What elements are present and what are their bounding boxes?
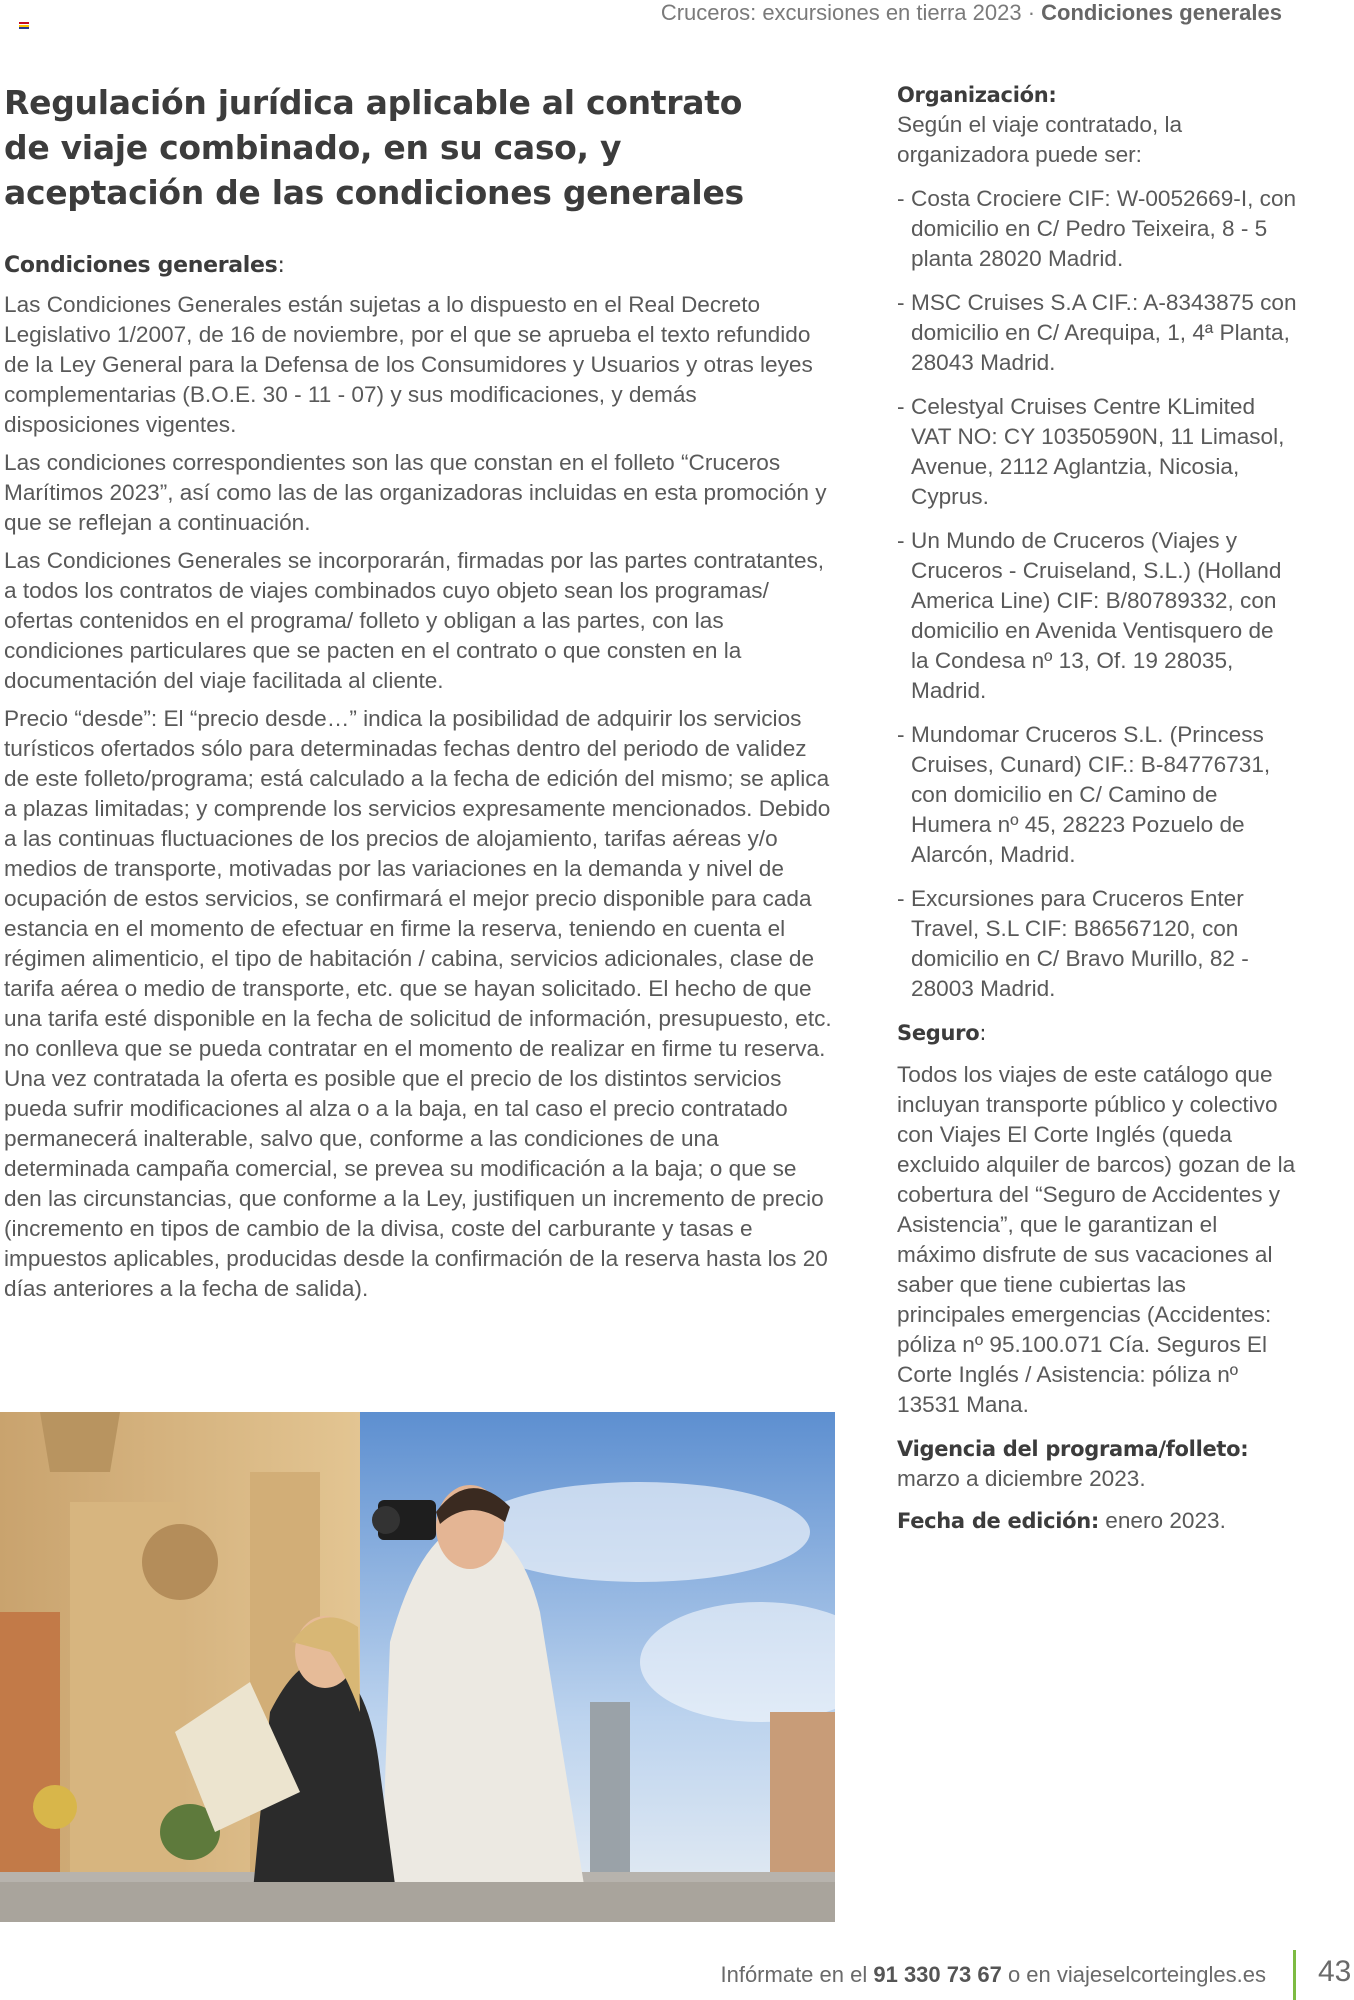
subheading-condiciones: Condiciones generales:: [4, 253, 285, 278]
vigencia-block: [897, 1434, 1297, 1494]
right-column: [897, 80, 1297, 1550]
vigencia-label: Vigencia del programa/folleto:: [897, 1437, 1249, 1461]
footer-contact: [720, 1962, 1266, 1988]
running-header: [661, 0, 1282, 26]
left-column: [4, 80, 834, 1312]
list-item: - Costa Crociere CIF: W-0052669-I, con domicilio en C/ Pedro Teixeira, 8 - 5 planta 28020 Madrid.: [897, 184, 1297, 274]
organizacion-intro: Según el viaje contratado, la organizadora puede ser:: [897, 112, 1183, 167]
footer-divider: [1293, 1950, 1296, 2000]
flag-icon: [19, 22, 29, 29]
list-item: - Un Mundo de Cruceros (Viajes y Cruceros - Cruiseland, S.L.) (Holland America Line) CIF: B/80789332, con domicilio en Avenida Ventisquero de la Condesa nº 13, Of. 19 28035, Madrid.: [897, 526, 1297, 706]
paragraph-4: Precio “desde”: El “precio desde…” indica la posibilidad de adquirir los servicios turísticos ofertados sólo para determinadas fechas dentro del periodo de validez de este folleto/programa; está calculado a la fecha de edición del mismo; se aplica a plazas limitadas; y comprende los servicios expresamente mencionados. Debido a las continuas fluctuaciones de los precios de alojamiento, tarifas aéreas y/o medios de transporte, motivadas por las variaciones en la demanda y nivel de ocupación de estos servicios, se confirmará el mejor precio disponible para cada estancia en el momento de efectuar en firme la reserva, teniendo en cuenta el régimen alimenticio, el tipo de habitación / cabina, servicios adicionales, clase de tarifa aérea o medio de transporte, etc. que se hayan solicitado. El hecho de que una tarifa esté disponible en la fecha de solicitud de información, presupuesto, etc. no conlleva que se pueda contratar en el momento de realizar en firme tu reserva. Una vez contratada la oferta es posible que el precio de los distintos servicios pueda sufrir modificaciones al alza o a la baja, en tal caso el precio contratado permanecerá inalterable, salvo que, conforme a las condiciones de una determinada campaña comercial, se prevea su modificación a la baja; o que se den las circunstancias, que conforme a la Ley, justifiquen un incremento de precio (incremento en tipos de cambio de la divisa, coste del carburante y tasas e impuestos aplicables, producidas desde la confirmación de la reserva hasta los 20 días anteriores a la fecha de salida).: [4, 706, 832, 1301]
subheading-label: Condiciones generales: [4, 253, 278, 278]
list-item: - MSC Cruises S.A CIF.: A-8343875 con domicilio en C/ Arequipa, 1, 4ª Planta, 28043 Madrid.: [897, 288, 1297, 378]
seguro-text: Todos los viajes de este catálogo que incluyan transporte público y colectivo con Viajes El Corte Inglés (queda excluido alquiler de barcos) gozan de la cobertura del “Seguro de Accidentes y Asistencia”, que le garantizan el máximo disfrute de sus vacaciones al saber que tiene cubiertas las principales emergencias (Accidentes: póliza nº 95.100.071 Cía. Seguros El Corte Inglés / Asistencia: póliza nº 13531 Mana.: [897, 1062, 1296, 1417]
organizacion-label: Organización:: [897, 83, 1057, 107]
fecha-label: Fecha de edición:: [897, 1509, 1099, 1533]
paragraph-1: Las Condiciones Generales están sujetas a lo dispuesto en el Real Decreto Legislativo 1/2007, de 16 de noviembre, por el que se aprueba el texto refundido de la Ley General para la Defensa de los Consumidores y Usuarios y otras leyes complementarias (B.O.E. 30 - 11 - 07) y sus modificaciones, y demás disposiciones vigentes.: [4, 292, 813, 437]
travelers-photo: [0, 1412, 835, 1922]
organizers-list: [897, 184, 1297, 1004]
footer-prefix: Infórmate en el: [720, 1962, 868, 1987]
list-item: - Celestyal Cruises Centre KLimited VAT NO: CY 10350590N, 11 Limasol, Avenue, 2112 Aglantzia, Nicosia, Cyprus.: [897, 392, 1297, 512]
list-item: - Excursiones para Cruceros Enter Travel, S.L CIF: B86567120, con domicilio en C/ Bravo Murillo, 82 - 28003 Madrid.: [897, 884, 1297, 1004]
page-number: 43: [1318, 1955, 1352, 1988]
fecha-text: enero 2023.: [1105, 1508, 1226, 1533]
vigencia-text: marzo a diciembre 2023.: [897, 1466, 1146, 1491]
seguro-heading: Seguro:: [897, 1021, 987, 1045]
fecha-block: [897, 1506, 1297, 1536]
footer-website[interactable]: o en viajeselcorteingles.es: [1007, 1962, 1266, 1987]
page-title: Regulación jurídica aplicable al contrato de viaje combinado, en su caso, y aceptación de las condiciones generales: [4, 83, 744, 212]
phone-number[interactable]: 91 330 73 67: [873, 1962, 1002, 1987]
header-section: Condiciones generales: [1041, 0, 1282, 25]
header-prefix: Cruceros: excursiones en tierra 2023 ·: [660, 0, 1036, 25]
seguro-label: Seguro: [897, 1021, 980, 1045]
paragraph-3: Las Condiciones Generales se incorporarán, firmadas por las partes contratantes, a todos los contratos de viajes combinados cuyo objeto sean los programas/ ofertas contenidos en el programa/ folleto y obligan a las partes, con las condiciones particulares que se pacten en el contrato o que consten en la documentación del viaje facilitada al cliente.: [4, 548, 825, 693]
paragraph-2: Las condiciones correspondientes son las que constan en el folleto “Cruceros Marítimos 2023”, así como las de las organizadoras incluidas en esta promoción y que se reflejan a continuación.: [4, 450, 827, 535]
list-item: - Mundomar Cruceros S.L. (Princess Cruises, Cunard) CIF.: B-84776731, con domicilio en C/ Camino de Humera nº 45, 28223 Pozuelo de Alarcón, Madrid.: [897, 720, 1297, 870]
